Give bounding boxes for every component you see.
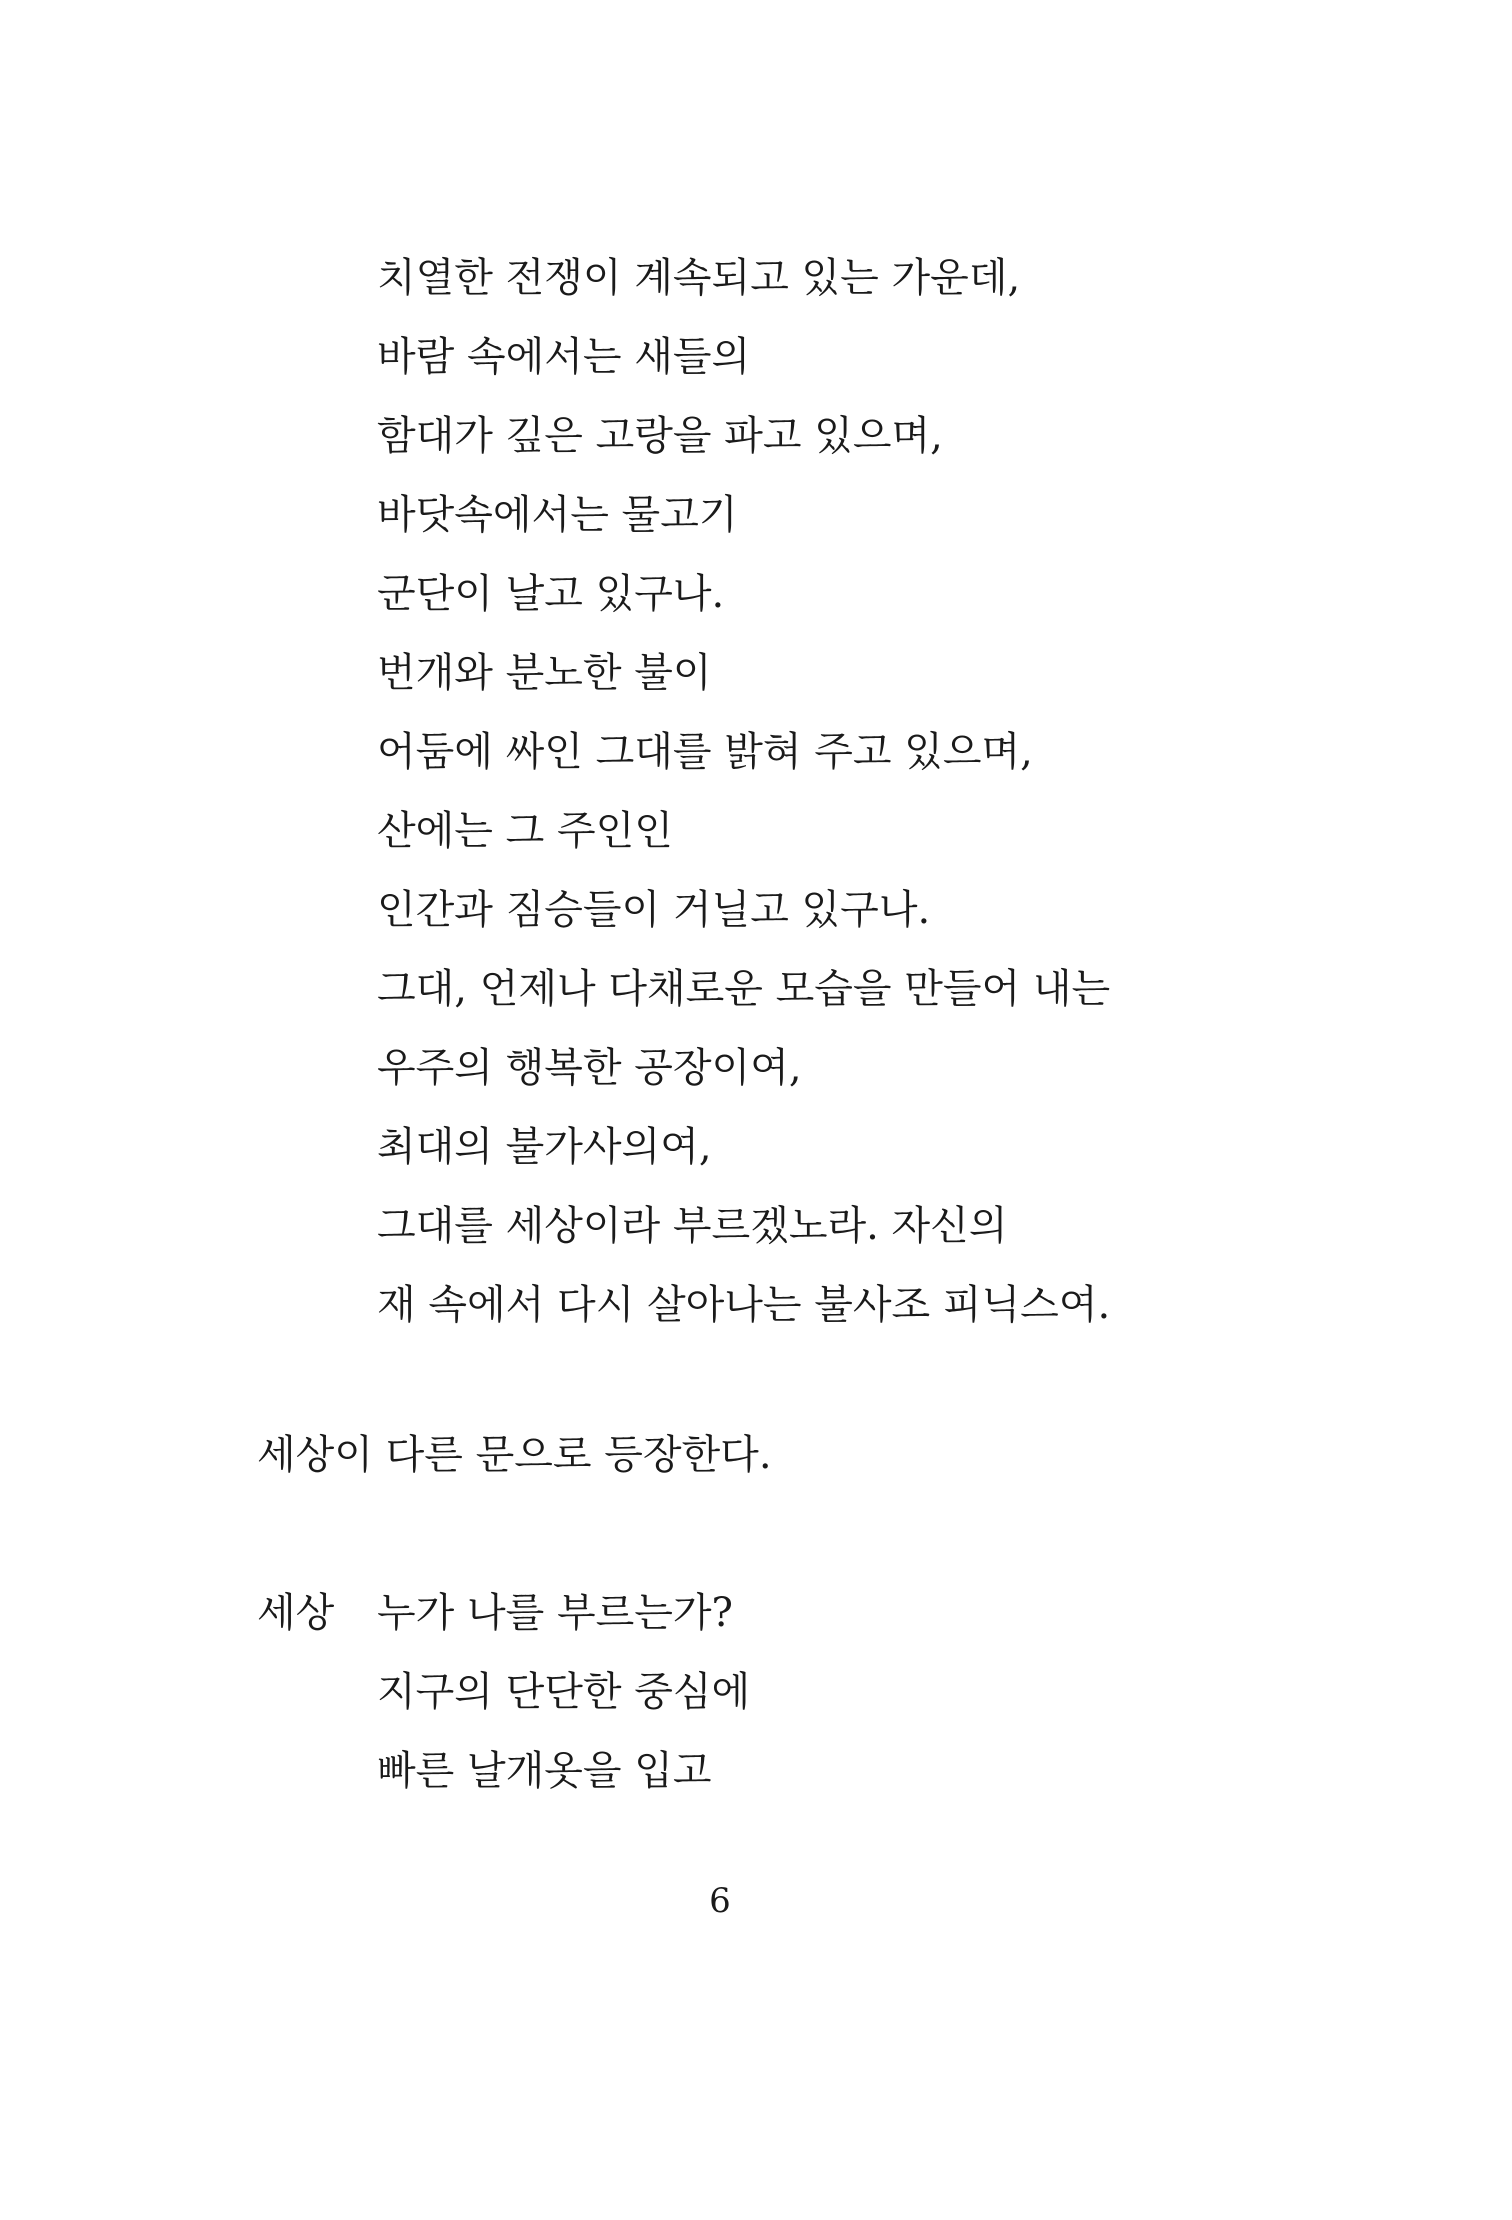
verse-line: 치열한 전쟁이 계속되고 있는 가운데, bbox=[377, 255, 1021, 301]
page-number: 6 bbox=[709, 1881, 731, 1921]
verse-line: 그대, 언제나 다채로운 모습을 만들어 내는 bbox=[377, 966, 1111, 1012]
verse-line: 최대의 불가사의여, bbox=[377, 1124, 712, 1170]
speaker-name: 세상 bbox=[257, 1590, 335, 1636]
verse-line: 바람 속에서는 새들의 bbox=[377, 334, 751, 380]
verse-line: 바닷속에서는 물고기 bbox=[377, 492, 738, 538]
verse-line: 우주의 행복한 공장이여, bbox=[377, 1045, 802, 1091]
speech-line: 누가 나를 부르는가? bbox=[377, 1590, 733, 1636]
verse-line: 인간과 짐승들이 거닐고 있구나. bbox=[377, 887, 931, 933]
verse-line: 함대가 깊은 고랑을 파고 있으며, bbox=[377, 413, 943, 459]
verse-line: 그대를 세상이라 부르겠노라. 자신의 bbox=[377, 1203, 1008, 1249]
speech-line: 빠른 날개옷을 입고 bbox=[377, 1748, 712, 1794]
verse-line: 어둠에 싸인 그대를 밝혀 주고 있으며, bbox=[377, 729, 1033, 775]
verse-line: 군단이 날고 있구나. bbox=[377, 571, 725, 617]
speech-lines bbox=[377, 1583, 750, 1820]
verse-block bbox=[377, 248, 1110, 1354]
stage-direction: 세상이 다른 문으로 등장한다. bbox=[257, 1432, 772, 1478]
verse-line: 산에는 그 주인인 bbox=[377, 808, 673, 854]
speech-line: 지구의 단단한 중심에 bbox=[377, 1669, 751, 1715]
verse-line: 재 속에서 다시 살아나는 불사조 피닉스여. bbox=[377, 1282, 1111, 1328]
verse-line: 번개와 분노한 불이 bbox=[377, 650, 712, 696]
